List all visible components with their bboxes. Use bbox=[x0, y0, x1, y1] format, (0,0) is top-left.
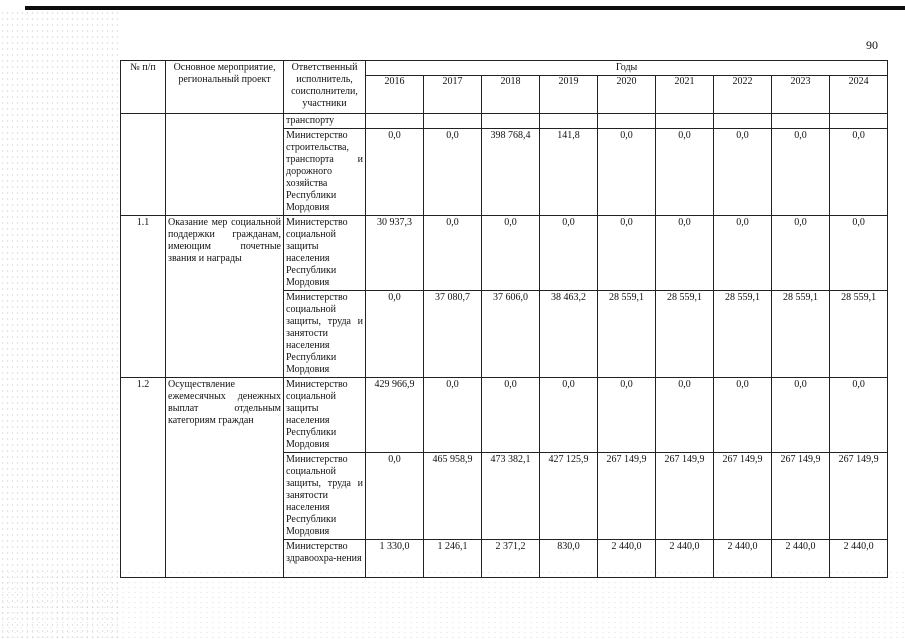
cell-value: 1 246,1 bbox=[424, 540, 482, 578]
cell-value: 38 463,2 bbox=[540, 291, 598, 378]
cell-value bbox=[366, 114, 424, 129]
cell-value: 1 330,0 bbox=[366, 540, 424, 578]
cell-value: 0,0 bbox=[714, 216, 772, 291]
cell-value: 0,0 bbox=[772, 129, 830, 216]
cell-value: 398 768,4 bbox=[482, 129, 540, 216]
cell-value bbox=[656, 114, 714, 129]
cell-value bbox=[482, 114, 540, 129]
header-num: № п/п bbox=[121, 61, 166, 114]
cell-value: 0,0 bbox=[366, 453, 424, 540]
cell-value: 267 149,9 bbox=[772, 453, 830, 540]
cell-value: 0,0 bbox=[714, 129, 772, 216]
header-years-group: Годы bbox=[366, 61, 888, 76]
row-num: 1.1 bbox=[121, 216, 166, 378]
cell-value: 0,0 bbox=[540, 378, 598, 453]
cell-value: 429 966,9 bbox=[366, 378, 424, 453]
header-year: 2022 bbox=[714, 76, 772, 114]
cell-value: 267 149,9 bbox=[598, 453, 656, 540]
cell-value: 0,0 bbox=[598, 129, 656, 216]
cell-value: 0,0 bbox=[830, 129, 888, 216]
cell-value: 0,0 bbox=[366, 129, 424, 216]
cell-value: 0,0 bbox=[598, 378, 656, 453]
row-executor: транспорту bbox=[284, 114, 366, 129]
header-year: 2021 bbox=[656, 76, 714, 114]
cell-value: 30 937,3 bbox=[366, 216, 424, 291]
cell-value: 267 149,9 bbox=[830, 453, 888, 540]
cell-value bbox=[830, 114, 888, 129]
cell-value: 267 149,9 bbox=[714, 453, 772, 540]
cell-value bbox=[598, 114, 656, 129]
table-row bbox=[121, 378, 888, 453]
cell-value: 2 440,0 bbox=[598, 540, 656, 578]
cell-value: 830,0 bbox=[540, 540, 598, 578]
cell-value: 427 125,9 bbox=[540, 453, 598, 540]
table-row bbox=[121, 216, 888, 291]
row-executor: Министерство социальной защиты населения Республики Мордовия bbox=[284, 378, 366, 453]
cell-value: 37 606,0 bbox=[482, 291, 540, 378]
cell-value: 141,8 bbox=[540, 129, 598, 216]
header-year: 2019 bbox=[540, 76, 598, 114]
row-activity: Осуществление ежемесячных денежных выплат отдельным категориям граждан bbox=[166, 378, 284, 578]
cell-value: 28 559,1 bbox=[830, 291, 888, 378]
row-num bbox=[121, 114, 166, 216]
row-executor: Министерство строительства, транспорта и дорожного хозяйства Республики Мордовия bbox=[284, 129, 366, 216]
cell-value: 0,0 bbox=[482, 378, 540, 453]
cell-value: 28 559,1 bbox=[772, 291, 830, 378]
cell-value: 0,0 bbox=[366, 291, 424, 378]
cell-value: 2 440,0 bbox=[656, 540, 714, 578]
cell-value: 0,0 bbox=[482, 216, 540, 291]
cell-value: 0,0 bbox=[714, 378, 772, 453]
row-executor: Министерство здравоохра-нения bbox=[284, 540, 366, 578]
header-year: 2018 bbox=[482, 76, 540, 114]
cell-value: 465 958,9 bbox=[424, 453, 482, 540]
page-number: 90 bbox=[866, 38, 878, 52]
cell-value: 0,0 bbox=[772, 378, 830, 453]
header-activity: Основное мероприятие, региональный проект bbox=[166, 61, 284, 114]
cell-value: 0,0 bbox=[656, 216, 714, 291]
row-executor: Министерство социальной защиты, труда и занятости населения Республики Мордовия bbox=[284, 453, 366, 540]
scan-noise-bottom bbox=[0, 570, 905, 639]
cell-value: 0,0 bbox=[598, 216, 656, 291]
row-executor: Министерство социальной защиты, труда и занятости населения Республики Мордовия bbox=[284, 291, 366, 378]
row-activity: Оказание мер социальной поддержки гражданам, имеющим почетные звания и награды bbox=[166, 216, 284, 378]
cell-value: 267 149,9 bbox=[656, 453, 714, 540]
header-year: 2023 bbox=[772, 76, 830, 114]
cell-value: 0,0 bbox=[424, 216, 482, 291]
cell-value: 473 382,1 bbox=[482, 453, 540, 540]
header-year: 2017 bbox=[424, 76, 482, 114]
cell-value bbox=[540, 114, 598, 129]
cell-value: 0,0 bbox=[830, 378, 888, 453]
header-year: 2016 bbox=[366, 76, 424, 114]
cell-value: 37 080,7 bbox=[424, 291, 482, 378]
header-year: 2024 bbox=[830, 76, 888, 114]
row-activity bbox=[166, 114, 284, 216]
scan-edge bbox=[25, 6, 905, 10]
cell-value: 0,0 bbox=[424, 378, 482, 453]
cell-value: 28 559,1 bbox=[598, 291, 656, 378]
cell-value bbox=[424, 114, 482, 129]
table-header bbox=[121, 61, 888, 114]
row-num: 1.2 bbox=[121, 378, 166, 578]
cell-value: 28 559,1 bbox=[714, 291, 772, 378]
cell-value: 2 371,2 bbox=[482, 540, 540, 578]
scan-noise-left bbox=[0, 10, 120, 639]
cell-value bbox=[714, 114, 772, 129]
row-executor: Министерство социальной защиты населения Республики Мордовия bbox=[284, 216, 366, 291]
header-year: 2020 bbox=[598, 76, 656, 114]
cell-value: 2 440,0 bbox=[830, 540, 888, 578]
cell-value bbox=[772, 114, 830, 129]
cell-value: 0,0 bbox=[830, 216, 888, 291]
cell-value: 2 440,0 bbox=[714, 540, 772, 578]
cell-value: 0,0 bbox=[424, 129, 482, 216]
header-executor: Ответственный исполнитель, соисполнители, участники bbox=[284, 61, 366, 114]
cell-value: 0,0 bbox=[656, 378, 714, 453]
table-body bbox=[121, 114, 888, 578]
cell-value: 0,0 bbox=[656, 129, 714, 216]
cell-value: 28 559,1 bbox=[656, 291, 714, 378]
cell-value: 0,0 bbox=[772, 216, 830, 291]
table-row bbox=[121, 114, 888, 129]
cell-value: 0,0 bbox=[540, 216, 598, 291]
program-funding-table bbox=[120, 60, 888, 578]
cell-value: 2 440,0 bbox=[772, 540, 830, 578]
